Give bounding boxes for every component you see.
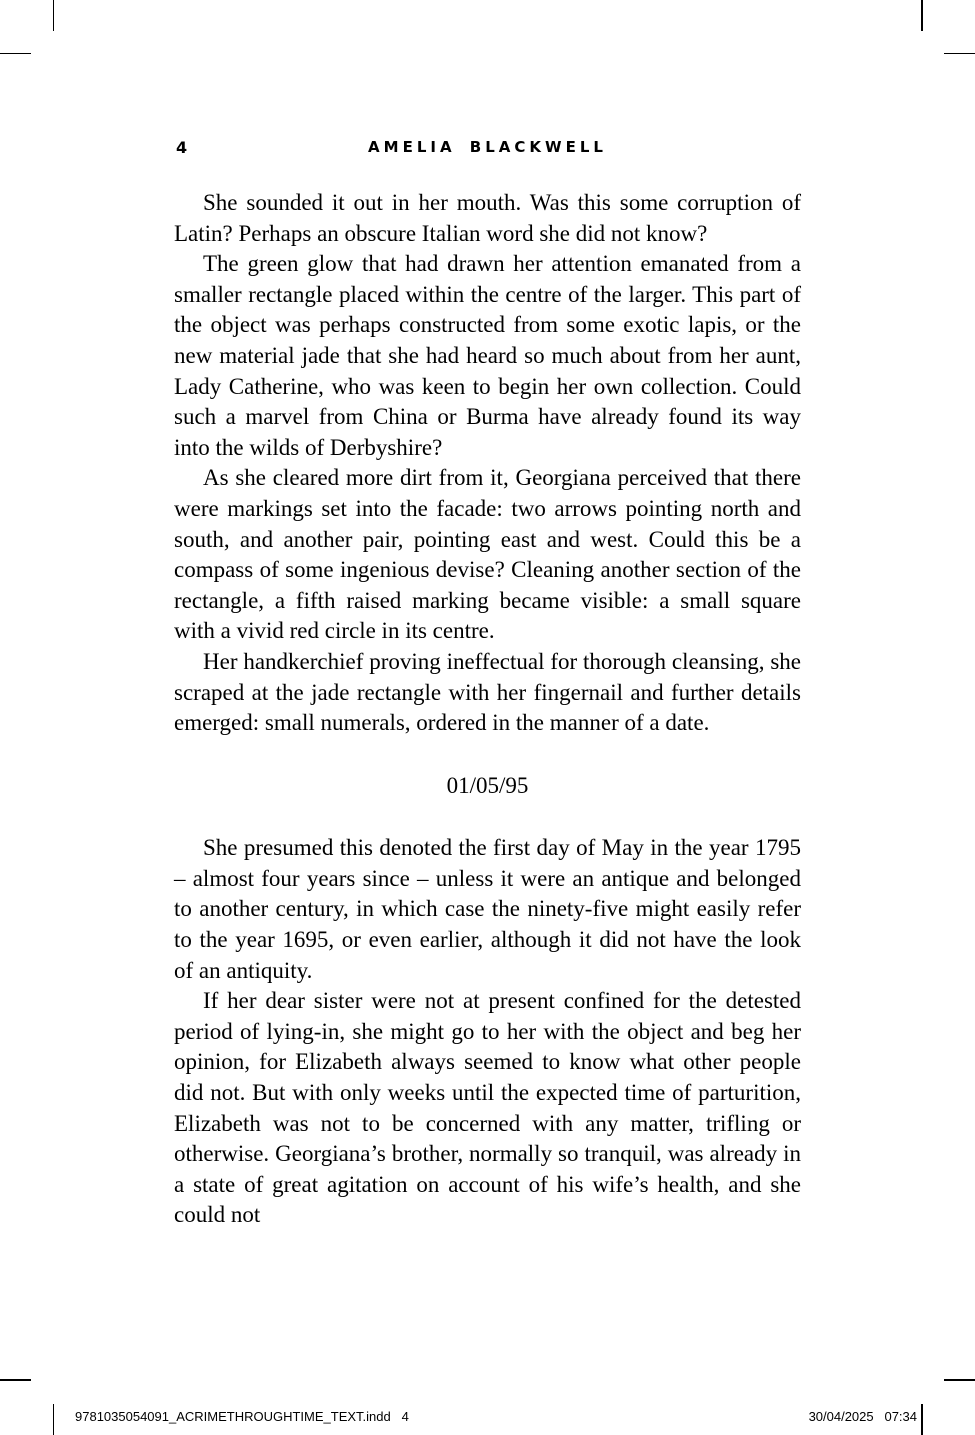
running-header	[174, 139, 801, 157]
proof-footer	[75, 1410, 917, 1424]
running-head-author: AMELIA BLACKWELL	[368, 138, 607, 156]
crop-mark-bottom-right-vertical	[921, 1404, 923, 1435]
date-inscription: 01/05/95	[446, 772, 529, 798]
body-paragraph: She sounded it out in her mouth. Was this some corruption of Latin? Perhaps an obscure Italian word she did not know?	[174, 190, 801, 246]
body-paragraph: Her handkerchief proving ineffectual for thorough cleansing, she scraped at the jade rectangle with her fingernail and further details emerged: small numerals, ordered in the manner of a date.	[174, 648, 801, 736]
crop-mark-bottom-left-horizontal	[0, 1379, 31, 1381]
body-paragraph: She presumed this denoted the first day of May in the year 1795 – almost four years since – unless it were an antique and belonged to another century, in which case the ninety-five might easily refer to the year 1695, or even earlier, although it did not have the look of an antiquity.	[174, 835, 801, 983]
crop-mark-top-right-horizontal	[944, 53, 975, 55]
text-block	[174, 188, 801, 1231]
crop-mark-bottom-left-vertical	[53, 1404, 55, 1435]
crop-mark-bottom-right-horizontal	[944, 1379, 975, 1381]
footer-datetime-stamp: 30/04/2025 07:34	[808, 1409, 917, 1424]
crop-mark-top-left-horizontal	[0, 53, 31, 55]
footer-file-slug: 9781035054091_ACRIMETHROUGHTIME_TEXT.indd 4	[75, 1409, 409, 1424]
page-number: 4	[176, 138, 188, 157]
crop-mark-top-right-vertical	[921, 0, 923, 31]
body-paragraph: As she cleared more dirt from it, Georgiana perceived that there were markings set into the facade: two arrows pointing north and south, and another pair, pointing east and west. Could this be a compass of some ingenious devise? Cleaning another section of the rectangle, a fifth raised marking became visible: a small square with a vivid red circle in its centre.	[174, 465, 801, 644]
body-paragraph: If her dear sister were not at present confined for the detested period of lying-in, she might go to her with the object and beg her opinion, for Elizabeth always seemed to know what other people did not. But with only weeks until the expected time of parturition, Elizabeth was not to be concerned with any matter, trifling or otherwise. Georgiana’s brother, normally so tranquil, was already in a state of great agitation on account of his wife’s health, and she could not	[174, 988, 801, 1228]
crop-mark-top-left-vertical	[53, 0, 55, 31]
body-paragraph: The green glow that had drawn her attention emanated from a smaller rectangle placed within the centre of the larger. This part of the object was perhaps constructed from some exotic lapis, or the new material jade that she had heard so much about from her aunt, Lady Catherine, who was keen to begin her own collection. Could such a marvel from China or Burma have already found its way into the wilds of Derbyshire?	[174, 251, 801, 460]
